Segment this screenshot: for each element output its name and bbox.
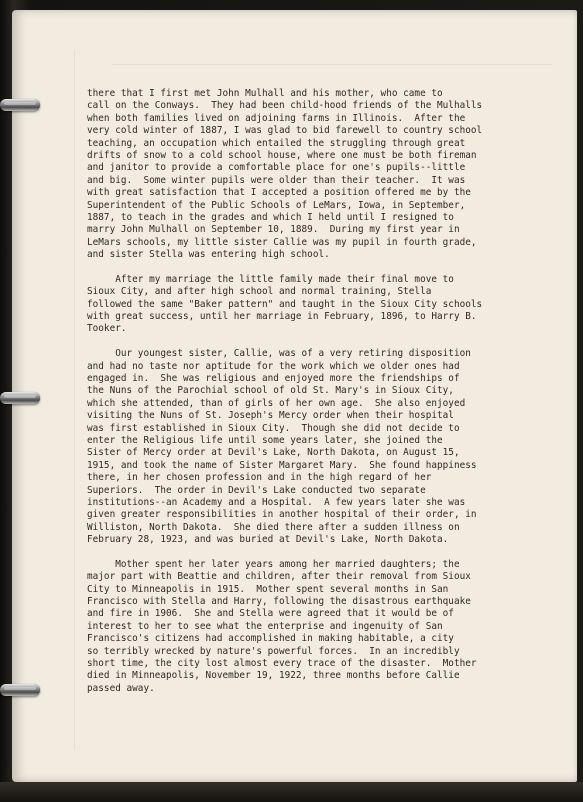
text-line: died in Minneapolis, November 19, 1922, three months before Callie [87, 670, 460, 682]
text-line: there, in her chosen profession and in the high regard of her [87, 472, 432, 484]
text-line: so terribly wrecked by nature's powerful forces. In an incredibly [87, 645, 460, 657]
text-line: LeMars schools, my little sister Callie was my pupil in fourth grade, [87, 236, 477, 248]
text-line: marry John Mulhall on September 10, 1889. During my first year in [87, 224, 460, 236]
text-line: Sister of Mercy order at Devil's Lake, North Dakota, on August 15, [87, 447, 460, 459]
text-line: engaged in. She was religious and enjoyed more the friendships of [87, 372, 460, 384]
text-line: call on the Conways. They had been child-hood friends of the Mulhalls [87, 100, 483, 112]
text-line: and fire in 1906. She and Stella were agreed that it would be of [87, 608, 454, 620]
text-line: After my marriage the little family made their final move to [87, 273, 454, 285]
binder-bottom-edge [0, 782, 583, 802]
bleed-through-header [112, 50, 552, 65]
text-line: Francisco with Stella and Harry, following the disastrous earthquake [87, 596, 471, 608]
text-line: very cold winter of 1887, I was glad to bid farewell to country school [87, 125, 483, 137]
text-line: when both families lived on adjoining farms in Illinois. After the [87, 112, 466, 124]
text-line: institutions--an Academy and a Hospital. A few years later she was [87, 496, 466, 508]
text-line: interest to her to see what the enterprise and ingenuity of San [87, 620, 443, 632]
text-line: Our youngest sister, Callie, was of a very retiring disposition [87, 348, 471, 360]
text-line: Superintendent of the Public Schools of LeMars, Iowa, in September, [87, 199, 466, 211]
text-line: 1887, to teach in the grades and which I held until I resigned to [87, 211, 454, 223]
paragraph [87, 274, 571, 336]
text-line: February 28, 1923, and was buried at Devil's Lake, North Dakota. [87, 534, 449, 546]
text-line: with great satisfaction that I accepted a position offered me by the [87, 187, 471, 199]
text-line: with great success, until her marriage in February, 1896, to Harry B. [87, 311, 477, 323]
typed-page [12, 10, 577, 782]
paragraph [87, 559, 571, 695]
paragraph [87, 348, 571, 546]
text-line: which she attended, than of girls of her own age. She also enjoyed [87, 397, 466, 409]
text-line: teaching, an occupation which entailed the struggling through great [87, 137, 466, 149]
text-line: and sister Stella was entering high school. [87, 249, 330, 261]
text-line: there that I first met John Mulhall and his mother, who came to [87, 88, 443, 99]
text-line: City to Minneapolis in 1915. Mother spent several months in San [87, 583, 449, 595]
text-line: enter the Religious life until some years later, she joined the [87, 434, 443, 446]
text-line: was first established in Sioux City. Though she did not decide to [87, 422, 460, 434]
text-line: and big. Some winter pupils were older than their teacher. It was [87, 174, 466, 186]
text-line: visiting the Nuns of St. Joseph's Mercy order when their hospital [87, 410, 454, 422]
text-line: Mother spent her later years among her married daughters; the [87, 558, 460, 570]
bleed-through-margin [38, 50, 75, 750]
text-line: given greater responsibilities in another hospital of their order, in [87, 509, 477, 521]
text-line: Francisco's citizens had accomplished in making habitable, a city [87, 633, 454, 645]
text-line: major part with Beattie and children, after their removal from Sioux [87, 571, 471, 583]
text-line: 1915, and took the name of Sister Margaret Mary. She found happiness [87, 459, 477, 471]
text-line: passed away. [87, 682, 155, 694]
text-line: followed the same "Baker pattern" and taught in the Sioux City schools [87, 298, 483, 310]
typed-text-body [87, 88, 571, 708]
text-line: drifts of snow to a cold school house, where one must be both fireman [87, 149, 477, 161]
text-line: Sioux City, and after high school and normal training, Stella [87, 286, 432, 298]
text-line: Tooker. [87, 323, 127, 335]
text-line: short time, the city lost almost every trace of the disaster. Mother [87, 657, 477, 669]
binder-ring-bottom [0, 684, 40, 696]
text-line: Williston, North Dakota. She died there after a sudden illness on [87, 521, 460, 533]
text-line: the Nuns of the Parochial school of old St. Mary's in Sioux City, [87, 385, 454, 397]
paragraph [87, 88, 571, 261]
text-line: and janitor to provide a comfortable place for one's pupils--little [87, 162, 466, 174]
text-line: and had no taste nor aptitude for the work which we older ones had [87, 360, 460, 372]
binder-ring-middle [0, 392, 40, 404]
text-line: Superiors. The order in Devil's Lake conducted two separate [87, 484, 426, 496]
binder-ring-top [0, 99, 40, 111]
